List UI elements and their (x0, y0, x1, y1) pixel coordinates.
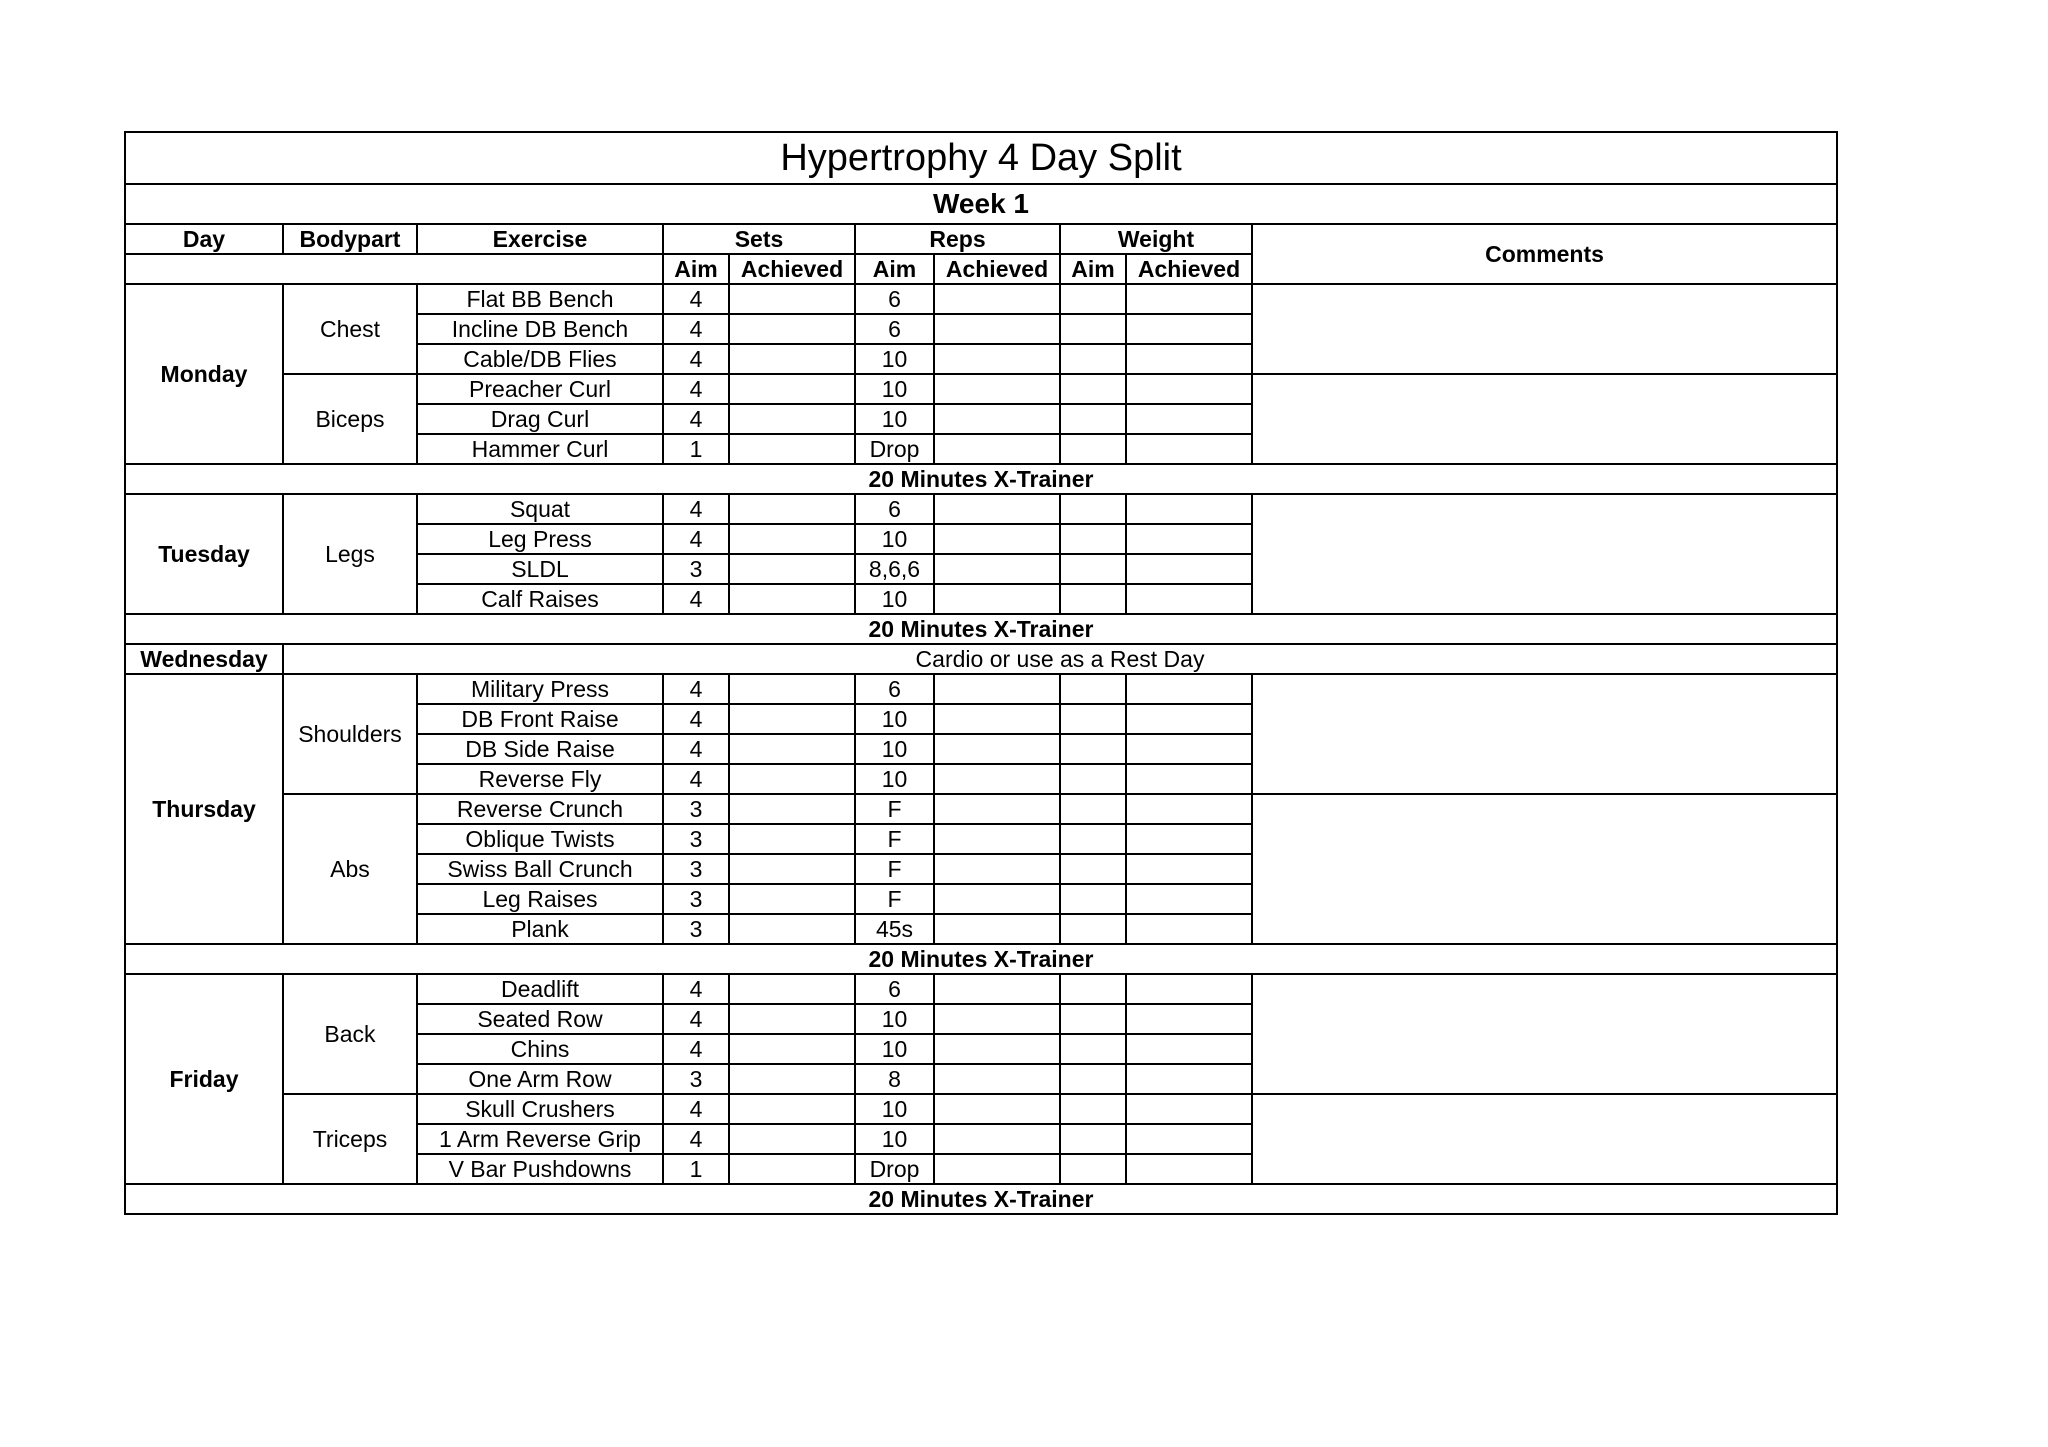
reps-achieved-cell[interactable] (934, 824, 1060, 854)
day-label: Thursday (125, 674, 283, 944)
reps-achieved-cell[interactable] (934, 764, 1060, 794)
sets-achieved-cell[interactable] (729, 1124, 855, 1154)
sets-aim: 4 (663, 494, 729, 524)
exercise-row (125, 374, 1837, 404)
reps-achieved-cell[interactable] (934, 434, 1060, 464)
reps-aim: 8,6,6 (855, 554, 934, 584)
reps-achieved-cell[interactable] (934, 494, 1060, 524)
weight-achieved-cell[interactable] (1126, 344, 1252, 374)
weight-aim-cell[interactable] (1060, 584, 1126, 614)
weight-achieved-cell[interactable] (1126, 704, 1252, 734)
header-reps: Reps (855, 224, 1060, 254)
sets-aim: 4 (663, 284, 729, 314)
sets-aim: 1 (663, 434, 729, 464)
weight-achieved-cell[interactable] (1126, 524, 1252, 554)
header-bodypart: Bodypart (283, 224, 417, 254)
workout-sheet (124, 131, 1836, 1215)
reps-aim: 6 (855, 974, 934, 1004)
bodypart-label: Chest (283, 284, 417, 374)
reps-aim: 10 (855, 1004, 934, 1034)
exercise-row (125, 794, 1837, 824)
exercise-name: Oblique Twists (417, 824, 663, 854)
sets-achieved-cell[interactable] (729, 284, 855, 314)
reps-aim: F (855, 794, 934, 824)
weight-aim-cell[interactable] (1060, 284, 1126, 314)
exercise-name: DB Front Raise (417, 704, 663, 734)
sets-aim: 4 (663, 764, 729, 794)
sets-achieved-cell[interactable] (729, 734, 855, 764)
sets-achieved-cell[interactable] (729, 974, 855, 1004)
sets-achieved-cell[interactable] (729, 404, 855, 434)
weight-achieved-cell[interactable] (1126, 1094, 1252, 1124)
reps-aim: 10 (855, 374, 934, 404)
reps-achieved-cell[interactable] (934, 914, 1060, 944)
comments-cell[interactable] (1252, 974, 1837, 1094)
sets-achieved-cell[interactable] (729, 704, 855, 734)
reps-achieved-cell[interactable] (934, 674, 1060, 704)
reps-aim: F (855, 884, 934, 914)
reps-achieved-cell[interactable] (934, 284, 1060, 314)
sets-achieved-cell[interactable] (729, 524, 855, 554)
sets-achieved-cell[interactable] (729, 914, 855, 944)
exercise-name: V Bar Pushdowns (417, 1154, 663, 1184)
weight-aim-cell[interactable] (1060, 1034, 1126, 1064)
weight-achieved-cell[interactable] (1126, 1064, 1252, 1094)
bodypart-label: Abs (283, 794, 417, 944)
weight-aim-cell[interactable] (1060, 1094, 1126, 1124)
weight-achieved-cell[interactable] (1126, 914, 1252, 944)
exercise-name: Flat BB Bench (417, 284, 663, 314)
reps-achieved-cell[interactable] (934, 1124, 1060, 1154)
reps-aim: 10 (855, 734, 934, 764)
sets-achieved-cell[interactable] (729, 434, 855, 464)
comments-cell[interactable] (1252, 1094, 1837, 1184)
exercise-name: Squat (417, 494, 663, 524)
day-label: Wednesday (125, 644, 283, 674)
cardio-row (125, 614, 1837, 644)
header-sets: Sets (663, 224, 855, 254)
reps-aim: 10 (855, 404, 934, 434)
reps-achieved-cell[interactable] (934, 374, 1060, 404)
sets-aim: 3 (663, 554, 729, 584)
weight-aim-cell[interactable] (1060, 914, 1126, 944)
rest-day-row (125, 644, 1837, 674)
sets-aim: 3 (663, 854, 729, 884)
exercise-row (125, 974, 1837, 1004)
exercise-name: Chins (417, 1034, 663, 1064)
subheader-sets-aim: Aim (663, 254, 729, 284)
weight-achieved-cell[interactable] (1126, 1124, 1252, 1154)
weight-aim-cell[interactable] (1060, 794, 1126, 824)
subheader-blank (125, 254, 663, 284)
exercise-name: Skull Crushers (417, 1094, 663, 1124)
reps-aim: 6 (855, 494, 934, 524)
sets-aim: 4 (663, 734, 729, 764)
sets-aim: 4 (663, 374, 729, 404)
exercise-row (125, 494, 1837, 524)
reps-aim: 6 (855, 674, 934, 704)
sets-aim: 4 (663, 344, 729, 374)
reps-aim: 10 (855, 704, 934, 734)
weight-aim-cell[interactable] (1060, 824, 1126, 854)
sets-achieved-cell[interactable] (729, 554, 855, 584)
exercise-row (125, 284, 1837, 314)
weight-achieved-cell[interactable] (1126, 824, 1252, 854)
exercise-name: Leg Raises (417, 884, 663, 914)
weight-achieved-cell[interactable] (1126, 1034, 1252, 1064)
workout-table-body (125, 132, 1837, 1214)
subheader-reps-aim: Aim (855, 254, 934, 284)
weight-aim-cell[interactable] (1060, 1064, 1126, 1094)
sets-aim: 4 (663, 404, 729, 434)
reps-achieved-cell[interactable] (934, 1094, 1060, 1124)
weight-aim-cell[interactable] (1060, 314, 1126, 344)
reps-aim: F (855, 824, 934, 854)
weight-achieved-cell[interactable] (1126, 284, 1252, 314)
sets-achieved-cell[interactable] (729, 1154, 855, 1184)
comments-cell[interactable] (1252, 794, 1837, 944)
exercise-name: Reverse Crunch (417, 794, 663, 824)
reps-achieved-cell[interactable] (934, 854, 1060, 884)
sets-aim: 1 (663, 1154, 729, 1184)
weight-aim-cell[interactable] (1060, 764, 1126, 794)
cardio-note: 20 Minutes X-Trainer (125, 944, 1837, 974)
weight-achieved-cell[interactable] (1126, 404, 1252, 434)
weight-aim-cell[interactable] (1060, 974, 1126, 1004)
weight-achieved-cell[interactable] (1126, 584, 1252, 614)
weight-aim-cell[interactable] (1060, 404, 1126, 434)
reps-aim: 10 (855, 344, 934, 374)
weight-achieved-cell[interactable] (1126, 764, 1252, 794)
reps-aim: 6 (855, 284, 934, 314)
header-day: Day (125, 224, 283, 254)
weight-aim-cell[interactable] (1060, 554, 1126, 584)
reps-aim: Drop (855, 1154, 934, 1184)
reps-achieved-cell[interactable] (934, 884, 1060, 914)
sets-achieved-cell[interactable] (729, 794, 855, 824)
header-comments: Comments (1252, 224, 1837, 284)
day-label: Tuesday (125, 494, 283, 614)
weight-achieved-cell[interactable] (1126, 674, 1252, 704)
sets-aim: 4 (663, 1124, 729, 1154)
sets-aim: 4 (663, 704, 729, 734)
reps-achieved-cell[interactable] (934, 974, 1060, 1004)
day-label: Friday (125, 974, 283, 1184)
bodypart-label: Biceps (283, 374, 417, 464)
sets-achieved-cell[interactable] (729, 584, 855, 614)
weight-aim-cell[interactable] (1060, 884, 1126, 914)
reps-achieved-cell[interactable] (934, 524, 1060, 554)
weight-achieved-cell[interactable] (1126, 854, 1252, 884)
sets-aim: 3 (663, 824, 729, 854)
bodypart-label: Triceps (283, 1094, 417, 1184)
exercise-name: Plank (417, 914, 663, 944)
sets-achieved-cell[interactable] (729, 884, 855, 914)
reps-aim: 10 (855, 1124, 934, 1154)
bodypart-label: Shoulders (283, 674, 417, 794)
weight-achieved-cell[interactable] (1126, 1154, 1252, 1184)
weight-aim-cell[interactable] (1060, 704, 1126, 734)
week-row (125, 184, 1837, 224)
sets-achieved-cell[interactable] (729, 674, 855, 704)
reps-achieved-cell[interactable] (934, 734, 1060, 764)
reps-achieved-cell[interactable] (934, 584, 1060, 614)
sets-achieved-cell[interactable] (729, 1094, 855, 1124)
exercise-name: Deadlift (417, 974, 663, 1004)
weight-achieved-cell[interactable] (1126, 734, 1252, 764)
comments-cell[interactable] (1252, 494, 1837, 614)
comments-cell[interactable] (1252, 284, 1837, 374)
cardio-row (125, 1184, 1837, 1214)
exercise-name: Seated Row (417, 1004, 663, 1034)
exercise-name: One Arm Row (417, 1064, 663, 1094)
cardio-note: 20 Minutes X-Trainer (125, 1184, 1837, 1214)
reps-achieved-cell[interactable] (934, 1154, 1060, 1184)
sets-aim: 4 (663, 974, 729, 1004)
weight-aim-cell[interactable] (1060, 434, 1126, 464)
exercise-name: 1 Arm Reverse Grip (417, 1124, 663, 1154)
exercise-name: DB Side Raise (417, 734, 663, 764)
exercise-name: SLDL (417, 554, 663, 584)
sets-achieved-cell[interactable] (729, 1064, 855, 1094)
reps-aim: Drop (855, 434, 934, 464)
header-row (125, 224, 1837, 254)
weight-aim-cell[interactable] (1060, 1124, 1126, 1154)
sets-achieved-cell[interactable] (729, 374, 855, 404)
weight-achieved-cell[interactable] (1126, 794, 1252, 824)
exercise-name: Incline DB Bench (417, 314, 663, 344)
weight-aim-cell[interactable] (1060, 734, 1126, 764)
reps-achieved-cell[interactable] (934, 314, 1060, 344)
weight-achieved-cell[interactable] (1126, 494, 1252, 524)
comments-cell[interactable] (1252, 374, 1837, 464)
exercise-name: Reverse Fly (417, 764, 663, 794)
sets-aim: 4 (663, 1034, 729, 1064)
subheader-reps-achieved: Achieved (934, 254, 1060, 284)
exercise-row (125, 1094, 1837, 1124)
exercise-name: Preacher Curl (417, 374, 663, 404)
title-row (125, 132, 1837, 184)
sheet-title: Hypertrophy 4 Day Split (125, 132, 1837, 184)
sets-achieved-cell[interactable] (729, 764, 855, 794)
exercise-name: Calf Raises (417, 584, 663, 614)
reps-achieved-cell[interactable] (934, 794, 1060, 824)
sets-aim: 3 (663, 914, 729, 944)
reps-achieved-cell[interactable] (934, 1034, 1060, 1064)
exercise-name: Leg Press (417, 524, 663, 554)
sets-achieved-cell[interactable] (729, 1004, 855, 1034)
weight-aim-cell[interactable] (1060, 374, 1126, 404)
weight-achieved-cell[interactable] (1126, 554, 1252, 584)
weight-achieved-cell[interactable] (1126, 974, 1252, 1004)
exercise-row (125, 674, 1837, 704)
sets-aim: 3 (663, 1064, 729, 1094)
sets-achieved-cell[interactable] (729, 824, 855, 854)
sets-aim: 3 (663, 794, 729, 824)
rest-day-note: Cardio or use as a Rest Day (283, 644, 1837, 674)
sets-aim: 4 (663, 314, 729, 344)
reps-aim: 8 (855, 1064, 934, 1094)
sets-aim: 4 (663, 584, 729, 614)
bodypart-label: Back (283, 974, 417, 1094)
reps-aim: 6 (855, 314, 934, 344)
reps-aim: 10 (855, 1034, 934, 1064)
header-weight: Weight (1060, 224, 1252, 254)
exercise-name: Cable/DB Flies (417, 344, 663, 374)
exercise-name: Military Press (417, 674, 663, 704)
reps-achieved-cell[interactable] (934, 554, 1060, 584)
reps-aim: 10 (855, 584, 934, 614)
reps-aim: 10 (855, 524, 934, 554)
reps-achieved-cell[interactable] (934, 704, 1060, 734)
reps-achieved-cell[interactable] (934, 344, 1060, 374)
reps-aim: 10 (855, 1094, 934, 1124)
bodypart-label: Legs (283, 494, 417, 614)
sets-aim: 4 (663, 674, 729, 704)
weight-achieved-cell[interactable] (1126, 1004, 1252, 1034)
sets-achieved-cell[interactable] (729, 1034, 855, 1064)
sets-aim: 4 (663, 524, 729, 554)
sets-achieved-cell[interactable] (729, 344, 855, 374)
sets-aim: 4 (663, 1004, 729, 1034)
reps-achieved-cell[interactable] (934, 1004, 1060, 1034)
sets-achieved-cell[interactable] (729, 314, 855, 344)
reps-aim: F (855, 854, 934, 884)
sets-aim: 4 (663, 1094, 729, 1124)
day-label: Monday (125, 284, 283, 464)
reps-aim: 45s (855, 914, 934, 944)
sets-achieved-cell[interactable] (729, 854, 855, 884)
subheader-sets-achieved: Achieved (729, 254, 855, 284)
reps-achieved-cell[interactable] (934, 404, 1060, 434)
reps-aim: 10 (855, 764, 934, 794)
weight-achieved-cell[interactable] (1126, 884, 1252, 914)
cardio-note: 20 Minutes X-Trainer (125, 614, 1837, 644)
cardio-note: 20 Minutes X-Trainer (125, 464, 1837, 494)
reps-achieved-cell[interactable] (934, 1064, 1060, 1094)
subheader-weight-achieved: Achieved (1126, 254, 1252, 284)
subheader-weight-aim: Aim (1060, 254, 1126, 284)
comments-cell[interactable] (1252, 674, 1837, 794)
weight-aim-cell[interactable] (1060, 854, 1126, 884)
cardio-row (125, 944, 1837, 974)
weight-achieved-cell[interactable] (1126, 314, 1252, 344)
weight-aim-cell[interactable] (1060, 494, 1126, 524)
weight-aim-cell[interactable] (1060, 1154, 1126, 1184)
week-label: Week 1 (125, 184, 1837, 224)
sets-achieved-cell[interactable] (729, 494, 855, 524)
weight-aim-cell[interactable] (1060, 1004, 1126, 1034)
exercise-name: Hammer Curl (417, 434, 663, 464)
cardio-row (125, 464, 1837, 494)
weight-achieved-cell[interactable] (1126, 434, 1252, 464)
header-exercise: Exercise (417, 224, 663, 254)
weight-aim-cell[interactable] (1060, 674, 1126, 704)
sets-aim: 3 (663, 884, 729, 914)
weight-aim-cell[interactable] (1060, 524, 1126, 554)
weight-achieved-cell[interactable] (1126, 374, 1252, 404)
weight-aim-cell[interactable] (1060, 344, 1126, 374)
exercise-name: Swiss Ball Crunch (417, 854, 663, 884)
workout-table (124, 131, 1838, 1215)
exercise-name: Drag Curl (417, 404, 663, 434)
